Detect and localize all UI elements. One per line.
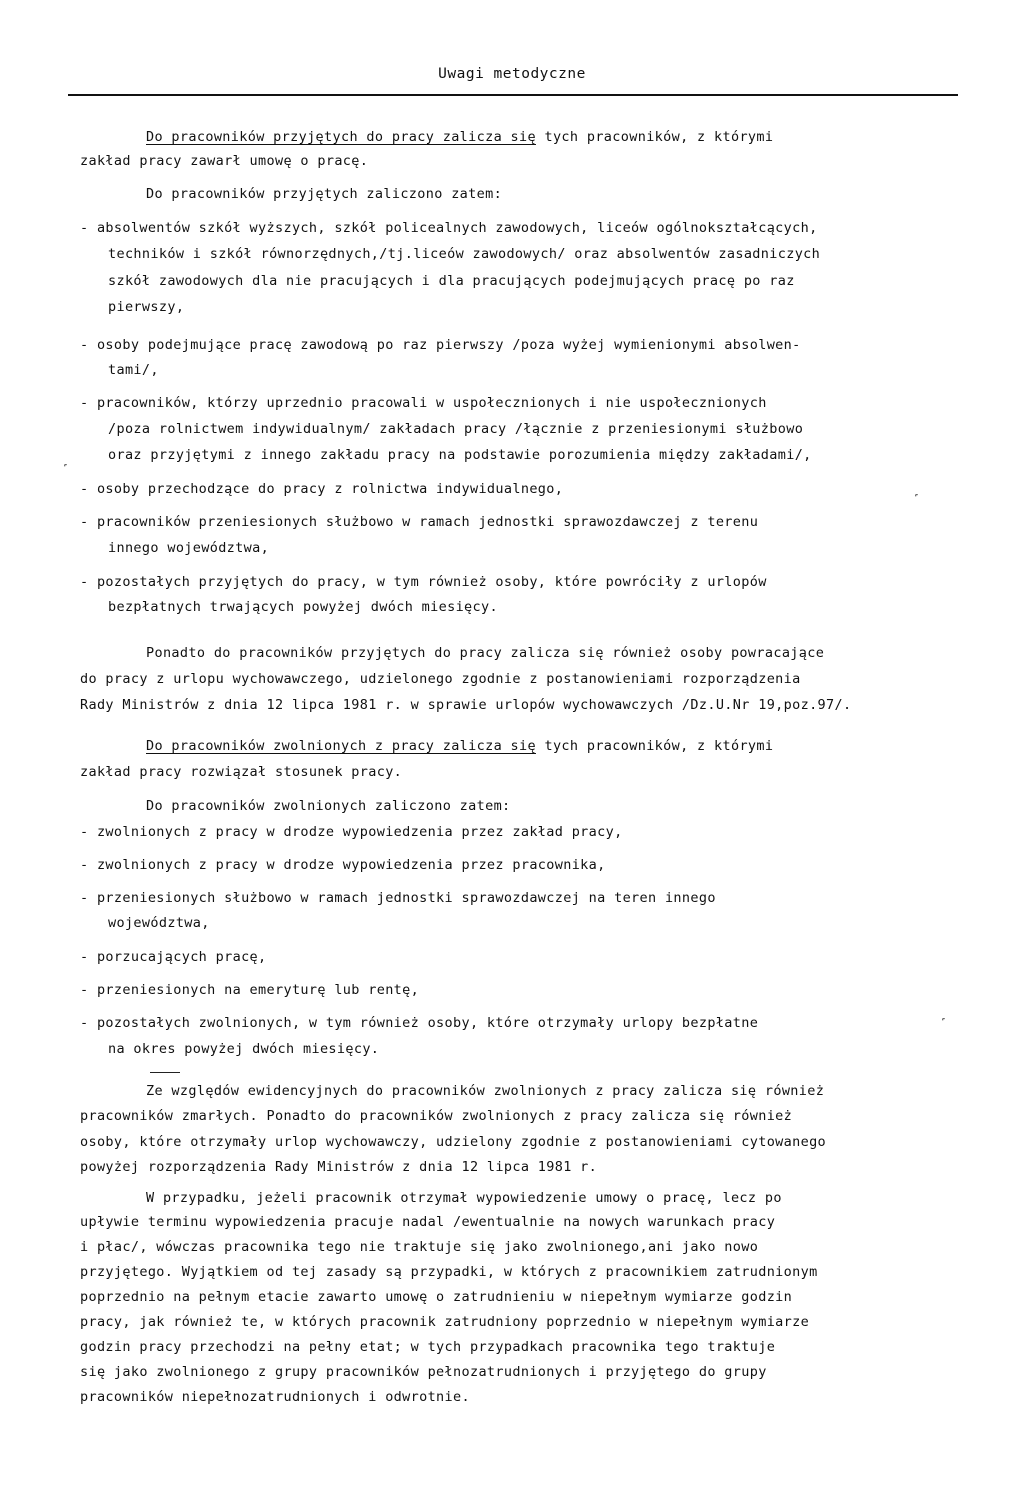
paragraph-notice-line: pracy, jak również te, w których pracownik zatrudniony poprzednio w niepełnym wymiarze — [80, 1314, 810, 1330]
paragraph-deceased-line: osoby, które otrzymały urlop wychowawczy, udzielony zgodnie z postanowieniami cytowanego — [80, 1134, 827, 1150]
paragraph-notice-line: przyjętego. Wyjątkiem od tej zasady są przypadki, w których z pracownikiem zatrudnionym — [80, 1264, 818, 1280]
list-item-line: oraz przyjętymi z innego zakładu pracy na podstawie porozumienia między zakładami/, — [108, 447, 812, 463]
list-item-line: - pozostałych zwolnionych, w tym również osoby, które otrzymały urlopy bezpłatne — [80, 1015, 759, 1031]
list-item-line: - zwolnionych z pracy w drodze wypowiedzenia przez pracownika, — [80, 857, 606, 873]
list-item-line: na okres powyżej dwóch miesięcy. — [108, 1041, 380, 1057]
paragraph-deceased-line: powyżej rozporządzenia Rady Ministrów z dnia 12 lipca 1981 r. — [80, 1159, 598, 1175]
dismissed-definition-underlined: Do pracowników zwolnionych z pracy zalicza się — [146, 738, 536, 754]
list-item-line: pierwszy, — [108, 299, 185, 315]
paragraph-childcare-line: do pracy z urlopu wychowawczego, udzielonego zgodnie z postanowieniami rozporządzenia — [80, 671, 801, 687]
list-item-line: /poza rolnictwem indywidualnym/ zakładach pracy /łącznie z przeniesionymi służbowo — [108, 421, 804, 437]
list-item-line: innego województwa, — [108, 540, 270, 556]
paragraph-dismissed-intro: Do pracowników zwolnionych zaliczono zatem: — [146, 798, 511, 814]
paragraph-notice-line: poprzednio na pełnym etacie zawarto umowę o zatrudnieniu w niepełnym wymiarze godzin — [80, 1289, 793, 1305]
paragraph-notice-line: pracowników niepełnozatrudnionych i odwrotnie. — [80, 1389, 470, 1405]
list-item-line: - osoby przechodzące do pracy z rolnictwa indywidualnego, — [80, 481, 564, 497]
paragraph-notice-line: upływie terminu wypowiedzenia pracuje nadal /ewentualnie na nowych warunkach pracy — [80, 1214, 776, 1230]
paragraph-hired-definition-line-1 — [146, 128, 773, 146]
list-item-line: bezpłatnych trwających powyżej dwóch miesięcy. — [108, 599, 498, 615]
hired-definition-underlined: Do pracowników przyjętych do pracy zalicza się — [146, 129, 536, 145]
list-item-line: - osoby podejmujące pracę zawodową po raz pierwszy /poza wyżej wymienionymi absolwen- — [80, 337, 801, 353]
list-item-line: - przeniesionych służbowo w ramach jednostki sprawozdawczej na teren innego — [80, 890, 716, 906]
list-item-line: techników i szkół równorzędnych,/tj.liceów zawodowych/ oraz absolwentów zasadniczych — [108, 246, 821, 262]
hired-definition-rest: tych pracowników, z którymi — [535, 129, 774, 145]
paragraph-notice-line: W przypadku, jeżeli pracownik otrzymał wypowiedzenie umowy o pracę, lecz po — [146, 1190, 782, 1206]
list-item-line: - absolwentów szkół wyższych, szkół policealnych zawodowych, liceów ogólnokształcących, — [80, 220, 818, 236]
dismissed-definition-rest: tych pracowników, z którymi — [535, 738, 774, 754]
list-item-line: szkół zawodowych dla nie pracujących i dla pracujących podejmujących pracę po raz — [108, 273, 795, 289]
scan-dash — [150, 1072, 180, 1073]
list-item-line: - pracowników, którzy uprzednio pracowali w uspołecznionych i nie uspołecznionych — [80, 395, 767, 411]
scan-speck: ˹ — [940, 1016, 948, 1030]
scan-speck: ˹ — [913, 492, 921, 506]
paragraph-childcare-line: Ponadto do pracowników przyjętych do pracy zalicza się również osoby powracające — [146, 645, 825, 661]
paragraph-hired-intro: Do pracowników przyjętych zaliczono zatem: — [146, 186, 503, 202]
list-item-line: - porzucających pracę, — [80, 949, 267, 965]
paragraph-notice-line: godzin pracy przechodzi na pełny etat; w tych przypadkach pracownika tego traktuje — [80, 1339, 776, 1355]
list-item-line: - pracowników przeniesionych służbowo w ramach jednostki sprawozdawczej z terenu — [80, 514, 759, 530]
list-item-line: - pozostałych przyjętych do pracy, w tym również osoby, które powróciły z urlopów — [80, 574, 767, 590]
page-title: Uwagi metodyczne — [438, 66, 586, 82]
list-item-line: - przeniesionych na emeryturę lub rentę, — [80, 982, 420, 998]
list-item-line: tami/, — [108, 362, 159, 378]
paragraph-hired-definition-line-2: zakład pracy zawarł umowę o pracę. — [80, 153, 369, 169]
list-item-line: województwa, — [108, 915, 210, 931]
paragraph-notice-line: się jako zwolnionego z grupy pracowników pełnozatrudnionych i przyjętego do grupy — [80, 1364, 767, 1380]
title-divider — [68, 94, 958, 96]
paragraph-childcare-line: Rady Ministrów z dnia 12 lipca 1981 r. w sprawie urlopów wychowawczych /Dz.U.Nr 19,poz.97/. — [80, 697, 852, 713]
paragraph-deceased-line: pracowników zmarłych. Ponadto do pracowników zwolnionych z pracy zalicza się również — [80, 1108, 793, 1124]
paragraph-deceased-line: Ze względów ewidencyjnych do pracowników zwolnionych z pracy zalicza się również — [146, 1083, 825, 1099]
paragraph-dismissed-definition-line-1 — [146, 737, 773, 755]
paragraph-notice-line: i płac/, wówczas pracownika tego nie traktuje się jako zwolnionego,ani jako nowo — [80, 1239, 759, 1255]
scan-speck: ˹ — [62, 462, 70, 476]
paragraph-dismissed-definition-line-2: zakład pracy rozwiązał stosunek pracy. — [80, 764, 403, 780]
list-item-line: - zwolnionych z pracy w drodze wypowiedzenia przez zakład pracy, — [80, 824, 623, 840]
